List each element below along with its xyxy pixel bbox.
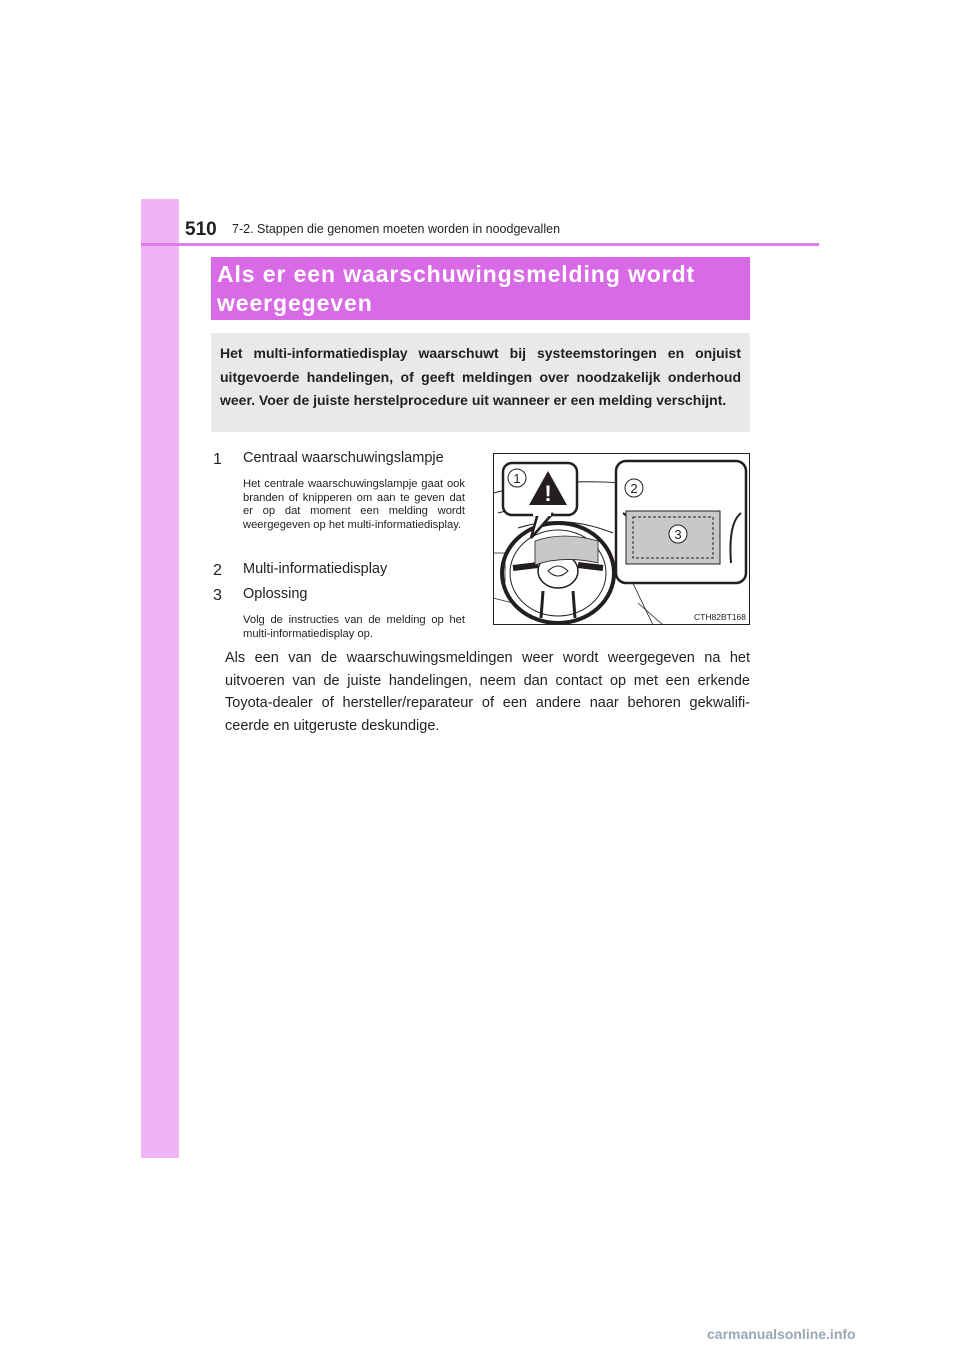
- warning-glyph: !: [544, 481, 552, 506]
- chapter-side-strip: [141, 199, 179, 1158]
- section-title-line-2: weergegeven: [217, 290, 373, 316]
- header-divider: [141, 243, 819, 246]
- section-title-line-1: Als er een waarschuwingsmelding wordt: [217, 261, 696, 287]
- callout-number: 1: [513, 471, 521, 486]
- section-reference: 7-2. Stappen die genomen moeten worden in noodgevallen: [232, 222, 561, 236]
- item-description: Het centrale waarschuwingslampje gaat ook branden of knipperen om aan te geven dat er op dat moment een melding wordt weergegeven op het multi-informatiedisplay.: [243, 478, 465, 531]
- item-title: Multi-informatiedisplay: [243, 561, 388, 577]
- callout-number: 2: [630, 481, 638, 496]
- item-title: Oplossing: [243, 586, 308, 602]
- section-title-banner: [211, 257, 750, 320]
- closing-paragraph: Als een van de waarschuwingsmeldingen weer wordt weergegeven na het uitvoeren van de juiste handelingen, neem dan contact op met een erkende Toyota-dealer of hersteller/reparateur of een andere naar behoren gekwalifi-ceerde en uitgeruste deskundige.: [225, 650, 750, 734]
- footer-watermark: carmanualsonline.info: [707, 1326, 856, 1342]
- page-number: 510: [185, 219, 217, 240]
- item-number-badge: 3: [213, 587, 222, 604]
- list-item: [213, 586, 465, 646]
- item-number-badge: 1: [213, 451, 222, 468]
- intro-box: [211, 333, 750, 432]
- instrument-panel-illustration: [493, 453, 750, 625]
- item-description: Volg de instructies van de melding op het multi-informatiedisplay op.: [243, 614, 465, 640]
- list-item: [213, 450, 465, 560]
- callout-1-pointer-join: [533, 511, 551, 516]
- figure-code: CTH82BT168: [694, 612, 746, 622]
- callout-number: 3: [674, 527, 682, 542]
- list-item: [213, 561, 465, 583]
- item-number-badge: 2: [213, 562, 222, 579]
- item-title: Centraal waarschuwingslampje: [243, 450, 444, 466]
- intro-text: Het multi-informatiedisplay waarschuwt bij systeemstoringen en onjuist uitgevoerde handelingen, of geeft meldingen over noodzakelijk onderhoud weer. Voer de juiste herstelprocedure uit wanneer er een melding verschijnt.: [220, 345, 741, 408]
